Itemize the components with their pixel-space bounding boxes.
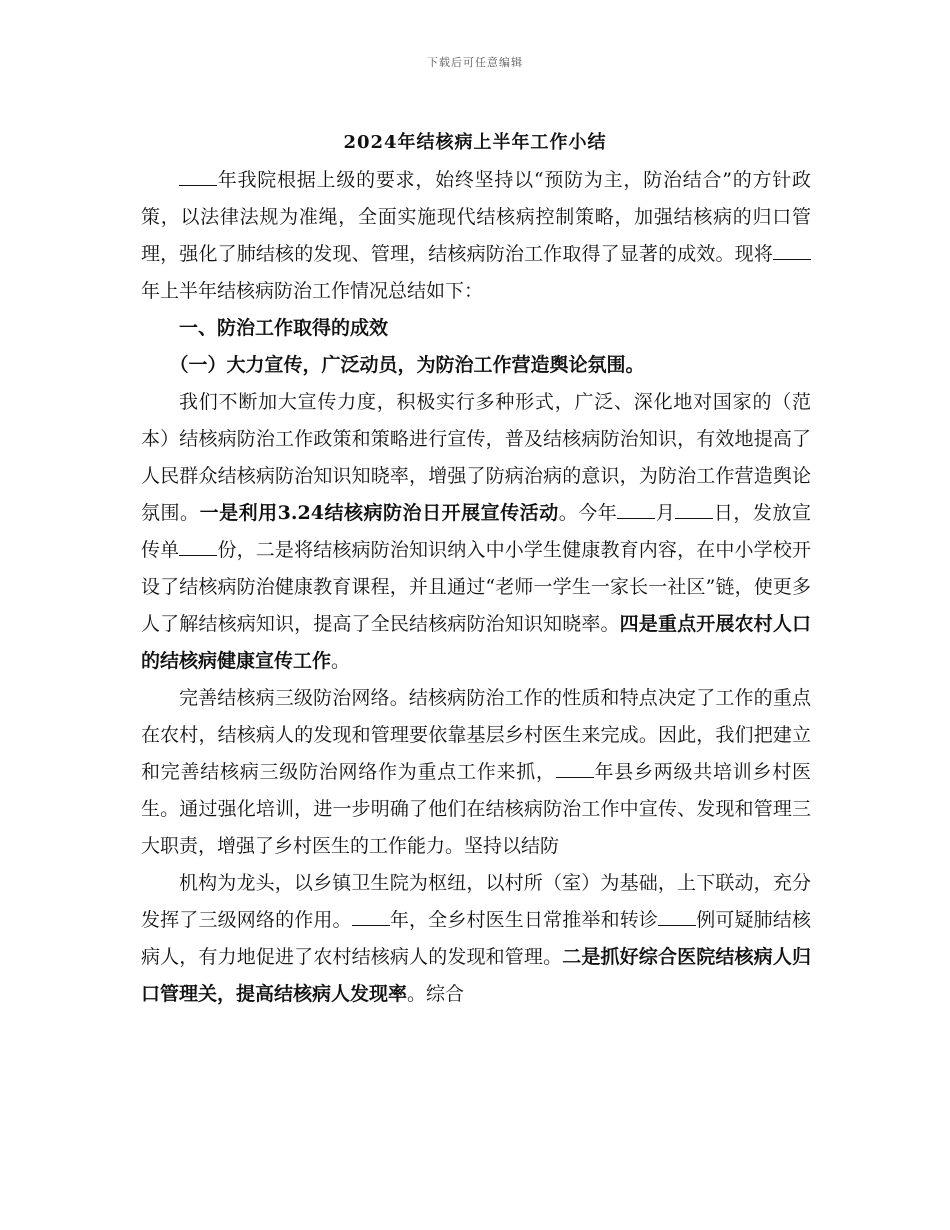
header-note: 下载后可任意编辑: [427, 56, 523, 69]
fill-blank: [179, 185, 217, 186]
network-paragraph-continued: 机构为龙头，以乡镇卫生院为枢纽，以村所（室）为基础，上下联动，充分发挥了三级网络的作用。 年，全乡村医生日常推举和转诊 例可疑肺结核病人，有力地促进了农村结核病人的发现和管理。二是抓好综合医院结核病人归口管理关，提高结核病人发现率。综合: [141, 872, 811, 1005]
bold-point: 二是抓好综合医院结核病人归口管理关，提高结核病人发现率: [141, 946, 811, 1005]
bold-point: 一是利用3.24结核病防治日开展宣传活动: [199, 502, 559, 524]
subsection-heading: （一）大力宣传，广泛动员，为防治工作营造舆论氛围。: [169, 354, 645, 376]
fill-blank: [675, 518, 713, 519]
bold-point: 四是重点开展农村人口的结核病健康宣传工作: [141, 613, 811, 672]
document-body: [141, 162, 811, 1013]
network-paragraph: 完善结核病三级防治网络。结核病防治工作的性质和特点决定了工作的重点在农村，结核病人的发现和管理要依靠基层乡村医生来完成。因此，我们把建立和完善结核病三级防治网络作为重点工作来抓， 年县乡两级共培训乡村医生。通过强化培训，进一步明确了他们在结核病防治工作中宣传、发现和管理三大职责，增强了乡村医生的工作能力。坚持以结防: [141, 687, 811, 857]
fill-blank: [556, 777, 594, 778]
fill-blank: [179, 555, 217, 556]
fill-blank: [352, 925, 390, 926]
intro-paragraph: 年我院根据上级的要求，始终坚持以“预防为主，防治结合”的方针政策，以法律法规为准绳，全面实施现代结核病控制策略，加强结核病的归口管理，强化了肺结核的发现、管理，结核病防治工作取得了显著的成效。现将年上半年结核病防治工作情况总结如下：: [141, 169, 811, 302]
fill-blank: [617, 518, 655, 519]
publicity-paragraph: 我们不断加大宣传力度，积极实行多种形式，广泛、深化地对国家的（范本）结核病防治工作政策和策略进行宣传，普及结核病防治知识，有效地提高了人民群众结核病防治知识知晓率，增强了防病治病的意识，为防治工作营造舆论氛围。一是利用3.24结核病防治日开展宣传活动。今年 月 日，发放宣传单 份，二是将结核病防治知识纳入中小学生健康教育内容，在中小学校开设了结核病防治健康教育课程，并且通过“老师一学生一家长一社区”链，使更多人了解结核病知识，提高了全民结核病防治知识知晓率。四是重点开展农村人口的结核病健康宣传工作。: [141, 391, 811, 672]
section-heading: 一、防治工作取得的成效: [179, 317, 389, 339]
fill-blank: [658, 925, 696, 926]
fill-blank: [773, 259, 811, 260]
page-title: 2024年结核病上半年工作小结: [343, 132, 607, 153]
